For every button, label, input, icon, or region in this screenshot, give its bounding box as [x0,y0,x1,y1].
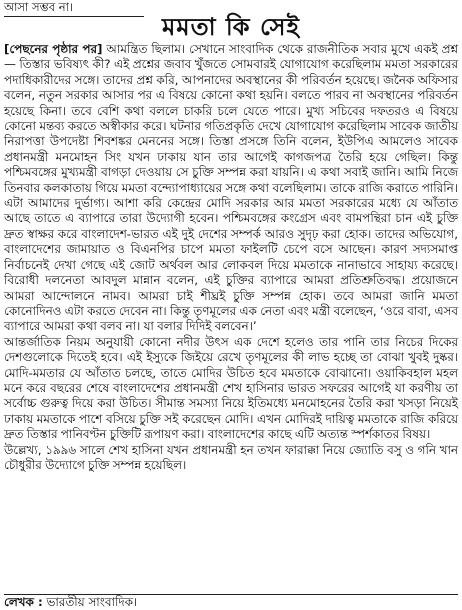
jump-label: [পেছনের পৃষ্ঠার পর] [4,42,103,56]
article-paragraph-1 [4,42,458,335]
article-body [4,42,458,473]
article-paragraph-3: উল্লেখ্য, ১৯৯৬ সালে শেখ হাসিনা যখন প্রধানমন্ত্রী হন তখন ফারাক্কা নিয়ে জ্যোতি বসু ও গনি খান চৌধুরীর উদ্যোগে চুক্তি সম্পন্ন হয়েছিল। [4,442,458,472]
article-paragraph-2: আন্তর্জাতিক নিয়ম অনুযায়ী কোনো নদীর উৎস এক দেশে হলেও তার পানি তার নিচের দিকের দেশগুলোকে দিতেই হবে। এই ইস্যুকে জিইয়ে রেখে তৃণমূলের কী লাভ হচ্ছে তা বোঝা খুবই দুষ্কর। মোদি-মমতার যে আঁতাত চলছে, তাতে মোদির উচিত হবে মমতাকে বোঝানো। ওয়াকিবহাল মহল মনে করে বছরের শেষে বাংলাদেশের প্রধানমন্ত্রী শেখ হাসিনার ভারত সফরের আগেই যা করণীয় তা সর্বোচ্চ গুরুত্ব দিয়ে করা উচিত। সীমান্ত সমস্যা নিয়ে ইতিমধ্যে মনমোহনের তৈরি করা খসড়া নিয়েই ঢাকায় মমতাকে পাশে বসিয়ে চুক্তি সই করেছেন মোদি। এখন মোদিরই দায়িত্ব মমতাকে রাজি করিয়ে দ্রুত তিস্তার পানিবণ্টন চুক্তিটি রূপায়ণ করা। বাংলাদেশের কাছে এটি অত্যন্ত স্পর্শকাতর বিষয়। [4,334,458,442]
previous-column-fragment: আসা সম্ভব না। [4,0,144,17]
article-headline: মমতা কি সেই [161,13,301,41]
byline [4,594,458,610]
paragraph-text: আমন্ত্রিত ছিলাম। সেখানে সাংবাদিক থেকে রাজনীতিক সবার মুখে একই প্রশ্ন— তিস্তার ভবিষ্যৎ কী? এই প্রশ্নের জবাব খুঁজতে সোমবারই যোগাযোগ করেছিলাম মমতা সরকারের পদাধিকারীদের সঙ্গে। তাদের প্রশ্ন করি, আপনাদের অবস্থানের কী পরিবর্তন হয়েছে। জনৈক অফিসার বলেন, নতুন সরকার আসার পর এ বিষয়ে কোনো কথা হয়নি। বলতে পারব না অবস্থানের পরিবর্তন হয়েছে কিনা। তবে বেশি কথা বললে চাকরি চলে যেতে পারে। মুখ্য সচিবের দফতরও এ বিষয়ে কোনো মন্তব্য করতে অস্বীকার করে। ঘটনার গতিপ্রকৃতি দেখে যোগাযোগ করেছিলাম সাবেক জাতীয় নিরাপত্তা উপদেষ্টা শিবশঙ্কর মেননের সঙ্গে। তিস্তা প্রসঙ্গে তিনি বলেন, ইউপিএ আমলেও সাবেক প্রধানমন্ত্রী মনমোহন সিং যখন ঢাকায় যান তার আগেই কাগজপত্র তৈরি হয়ে গেছিল। কিন্তু পশ্চিমবঙ্গের মুখ্যমন্ত্রী বাগড়া দেওয়ায় সে চুক্তি সম্পন্ন করা যায়নি। এ কথা সবাই জানি। আমি নিজে তিনবার কলকাতায় গিয়ে মমতা বন্দ্যোপাধ্যায়ের সঙ্গে কথা বলেছিলাম। তাকে রাজি করাতে পারিনি। এটা আমাদের দুর্ভাগ্য। আশা করি কেন্দ্রের মোদি সরকার আর মমতা সরকারের মধ্যে যে আঁতাত আছে তাতে এ ব্যাপারে তারা উদ্যোগী হবেন। পশ্চিমবঙ্গের কংগ্রেস এবং বামপন্থিরা চান এই চুক্তি দ্রুত স্বাক্ষর করে বাংলাদেশ-ভারত এই দুই দেশের সম্পর্ক আরও সুদৃঢ় করা হোক। তাদের অভিযোগ, বাংলাদেশের জামায়াত ও বিএনপির চাপে মমতা ফাইলটি চেপে বসে আছেন। কারণ সদ্যসমাপ্ত নির্বাচনেই দেখা গেছে এই জোট অর্থবল আর লোকবল দিয়ে মমতাকে নানাভাবে সাহায্য করেছে। বিরোধী দলনেতা আবদুল মান্নান বলেন, এই চুক্তির ব্যাপারে আমরা প্রতিশ্রুতিবদ্ধ। প্রয়োজনে আমরা আন্দোলনে নামব। আমরা চাই শীঘ্রই চুক্তি সম্পন্ন হোক। তবে আমরা জানি মমতা কোনোদিনও এটা করতে দেবেন না। কিন্তু তৃণমূলের এক নেতা এবং মন্ত্রী বলেছেন, ‘ওরে বাবা, এসব ব্যাপারে আমরা কথা বলব না। যা বলার দিদিই বলবেন।’ [4,42,458,334]
byline-text: ভারতীয় সাংবাদিক। [46,595,138,609]
byline-label: লেখক : [4,595,43,609]
